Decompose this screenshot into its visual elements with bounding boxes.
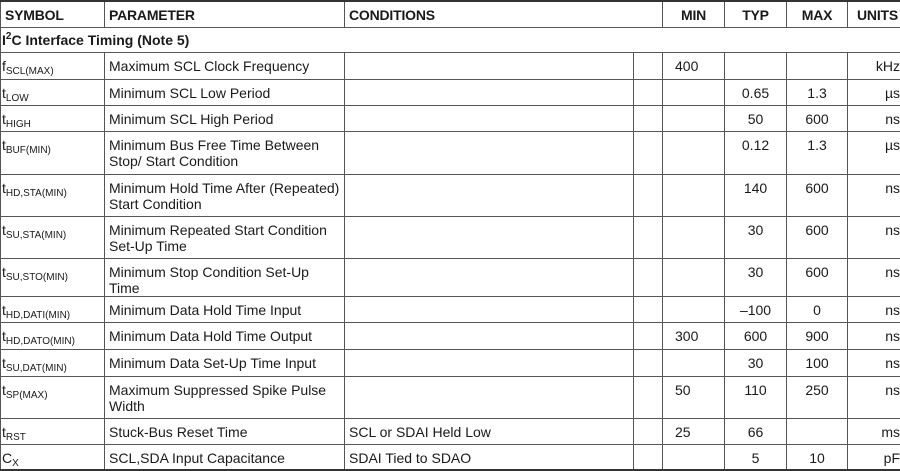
min-cell (663, 350, 725, 377)
units-cell: ns (848, 323, 900, 350)
header-min: MIN (663, 1, 725, 28)
parameter-cell: Minimum Stop Condition Set-Up Time (105, 259, 345, 297)
symbol-subscript: HD,DATI(MIN) (6, 310, 70, 321)
symbol-subscript: SU,DAT(MIN) (6, 363, 67, 374)
units-cell: pF (848, 445, 900, 470)
min-cell: 25 (663, 419, 725, 445)
min-cell: 300 (663, 323, 725, 350)
header-typ: TYP (725, 1, 787, 28)
symbol-cell (1, 350, 105, 377)
conditions-cell (345, 377, 634, 419)
symbol-subscript: HD,STA(MIN) (6, 188, 67, 199)
symbol-cell (1, 323, 105, 350)
max-cell: 10 (787, 445, 848, 470)
symbol-letter: t (2, 180, 6, 196)
conditions-cell (345, 53, 634, 80)
conditions-cell: SDAI Tied to SDAO (345, 445, 634, 470)
units-cell: ns (848, 106, 900, 132)
symbol-cell (1, 217, 105, 259)
typ-cell: 50 (725, 106, 787, 132)
table-row (1, 217, 900, 259)
parameter-cell: Minimum SCL High Period (105, 106, 345, 132)
typ-cell: 110 (725, 377, 787, 419)
symbol-subscript: SU,STO(MIN) (6, 272, 68, 283)
symbol-cell (1, 377, 105, 419)
units-cell: ns (848, 175, 900, 217)
conditions-extra-cell (634, 217, 663, 259)
symbol-cell (1, 419, 105, 445)
parameter-cell: Minimum Bus Free Time Between Stop/ Start Condition (105, 132, 345, 175)
min-cell: 400 (663, 53, 725, 80)
min-cell (663, 132, 725, 175)
conditions-cell (345, 175, 634, 217)
conditions-extra-cell (634, 53, 663, 80)
typ-cell (725, 53, 787, 80)
max-cell: 1.3 (787, 132, 848, 175)
units-cell: µs (848, 80, 900, 106)
conditions-extra-cell (634, 419, 663, 445)
max-cell: 0 (787, 297, 848, 323)
parameter-cell: Maximum Suppressed Spike Pulse Width (105, 377, 345, 419)
typ-cell: 140 (725, 175, 787, 217)
parameter-cell: Minimum Data Hold Time Output (105, 323, 345, 350)
symbol-letter: t (2, 137, 6, 153)
max-cell: 600 (787, 175, 848, 217)
symbol-letter: t (2, 328, 6, 344)
parameter-cell: SCL,SDA Input Capacitance (105, 445, 345, 470)
max-cell (787, 53, 848, 80)
symbol-letter: C (2, 450, 12, 466)
table-row (1, 377, 900, 419)
header-max: MAX (787, 1, 848, 28)
header-symbol: SYMBOL (1, 1, 105, 28)
min-cell (663, 259, 725, 297)
units-cell: kHz (848, 53, 900, 80)
conditions-extra-cell (634, 323, 663, 350)
symbol-letter: t (2, 382, 6, 398)
units-cell: ns (848, 259, 900, 297)
units-cell: ns (848, 377, 900, 419)
max-cell: 600 (787, 106, 848, 132)
table-row (1, 297, 900, 323)
symbol-letter: t (2, 111, 6, 127)
symbol-letter: t (2, 424, 6, 440)
max-cell: 1.3 (787, 80, 848, 106)
symbol-subscript: LOW (6, 93, 29, 104)
conditions-extra-cell (634, 80, 663, 106)
min-cell (663, 297, 725, 323)
header-parameter: PARAMETER (105, 1, 345, 28)
max-cell: 250 (787, 377, 848, 419)
symbol-cell (1, 175, 105, 217)
symbol-cell (1, 297, 105, 323)
symbol-subscript: SCL(MAX) (6, 66, 54, 77)
table-row (1, 132, 900, 175)
min-cell (663, 217, 725, 259)
typ-cell: 5 (725, 445, 787, 470)
conditions-cell (345, 297, 634, 323)
conditions-cell (345, 106, 634, 132)
parameter-cell: Minimum Data Set-Up Time Input (105, 350, 345, 377)
parameter-cell: Minimum Repeated Start Condition Set-Up Time (105, 217, 345, 259)
conditions-cell (345, 217, 634, 259)
symbol-subscript: HD,DATO(MIN) (6, 336, 75, 347)
conditions-cell (345, 132, 634, 175)
symbol-subscript: SU,STA(MIN) (6, 230, 66, 241)
units-cell: ns (848, 350, 900, 377)
symbol-subscript: RST (6, 432, 26, 443)
parameter-cell: Minimum Hold Time After (Repeated) Start Condition (105, 175, 345, 217)
conditions-extra-cell (634, 106, 663, 132)
symbol-letter: t (2, 302, 6, 318)
parameter-cell: Maximum SCL Clock Frequency (105, 53, 345, 80)
conditions-cell (345, 259, 634, 297)
units-cell: ns (848, 217, 900, 259)
parameter-cell: Minimum Data Hold Time Input (105, 297, 345, 323)
table-row (1, 80, 900, 106)
conditions-extra-cell (634, 445, 663, 470)
conditions-cell (345, 323, 634, 350)
symbol-subscript: BUF(MIN) (6, 145, 51, 156)
conditions-extra-cell (634, 350, 663, 377)
symbol-cell (1, 445, 105, 470)
typ-cell: 600 (725, 323, 787, 350)
section-title: $I^2C$ Interface Timing (Note 5) (1, 28, 900, 53)
symbol-cell (1, 132, 105, 175)
symbol-subscript: HIGH (6, 119, 31, 130)
header-row (1, 1, 900, 28)
table-row (1, 53, 900, 80)
symbol-subscript: X (12, 458, 19, 469)
symbol-cell (1, 259, 105, 297)
max-cell (787, 419, 848, 445)
table-row (1, 445, 900, 470)
parameter-cell: Minimum SCL Low Period (105, 80, 345, 106)
units-cell: ms (848, 419, 900, 445)
max-cell: 600 (787, 259, 848, 297)
symbol-letter: t (2, 264, 6, 280)
symbol-cell (1, 80, 105, 106)
max-cell: 100 (787, 350, 848, 377)
header-units: UNITS (848, 1, 900, 28)
table-row (1, 419, 900, 445)
table-row (1, 175, 900, 217)
conditions-cell: SCL or SDAI Held Low (345, 419, 634, 445)
section-row (1, 28, 900, 53)
typ-cell: 66 (725, 419, 787, 445)
parameter-cell: Stuck-Bus Reset Time (105, 419, 345, 445)
symbol-subscript: SP(MAX) (6, 390, 48, 401)
symbol-letter: t (2, 222, 6, 238)
table-row (1, 259, 900, 297)
min-cell (663, 445, 725, 470)
symbol-letter: t (2, 85, 6, 101)
table-row (1, 106, 900, 132)
max-cell: 900 (787, 323, 848, 350)
conditions-cell (345, 350, 634, 377)
units-cell: µs (848, 132, 900, 175)
min-cell (663, 175, 725, 217)
conditions-cell (345, 80, 634, 106)
header-conditions: CONDITIONS (345, 1, 663, 28)
symbol-letter: t (2, 355, 6, 371)
min-cell: 50 (663, 377, 725, 419)
conditions-extra-cell (634, 297, 663, 323)
symbol-cell (1, 53, 105, 80)
typ-cell: 30 (725, 217, 787, 259)
max-cell: 600 (787, 217, 848, 259)
table-row (1, 350, 900, 377)
typ-cell: 0.12 (725, 132, 787, 175)
typ-cell: 30 (725, 259, 787, 297)
min-cell (663, 106, 725, 132)
conditions-extra-cell (634, 259, 663, 297)
typ-cell: 0.65 (725, 80, 787, 106)
units-cell: ns (848, 297, 900, 323)
symbol-cell (1, 106, 105, 132)
conditions-extra-cell (634, 132, 663, 175)
typ-cell: –100 (725, 297, 787, 323)
symbol-letter: f (2, 58, 6, 74)
min-cell (663, 80, 725, 106)
typ-cell: 30 (725, 350, 787, 377)
table-row (1, 323, 900, 350)
conditions-extra-cell (634, 175, 663, 217)
conditions-extra-cell (634, 377, 663, 419)
